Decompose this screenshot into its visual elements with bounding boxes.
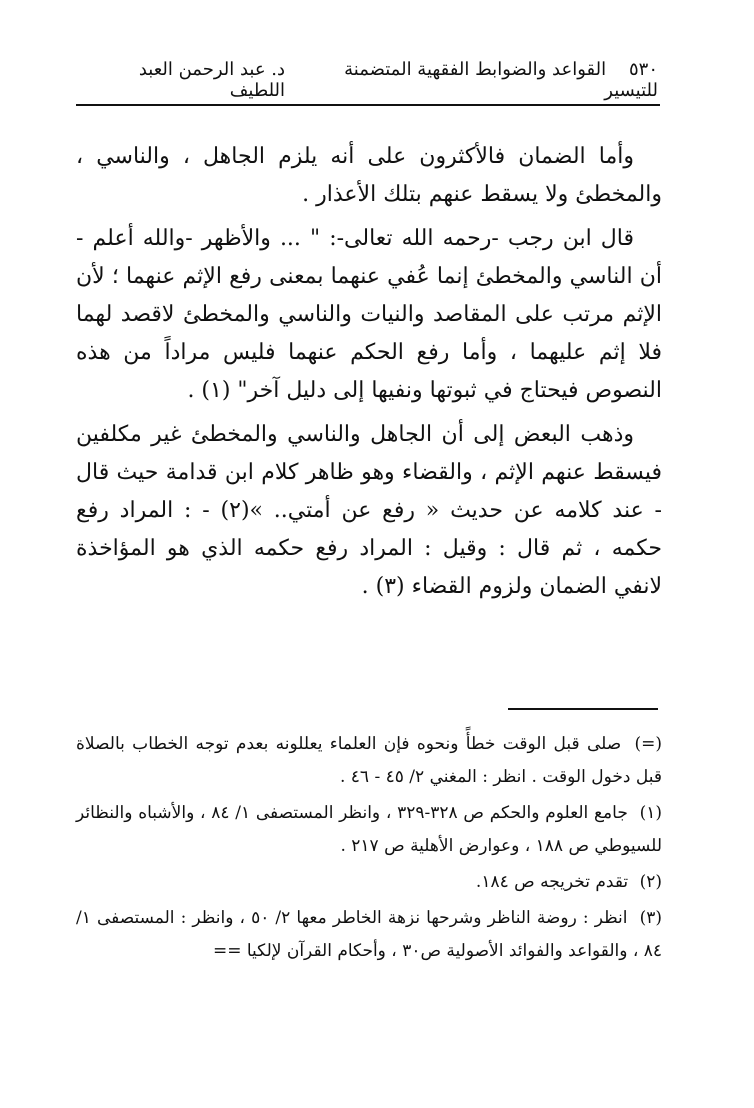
header-left	[78, 59, 285, 101]
author-name: د. عبد الرحمن العبد اللطيف	[138, 59, 286, 101]
footnote-text: تقدم تخريجه ص ١٨٤.	[475, 872, 629, 892]
footnote-text: انظر : روضة الناظر وشرحها نزهة الخاطر معها ٢/ ٥٠ ، وانظر : المستصفى ١/ ٨٤ ، والقواعد والفوائد الأصولية ص٣٠ ، وأحكام القرآن لإلكيا ==	[76, 908, 662, 961]
footnote	[76, 797, 662, 863]
footnote-number: (٣)	[639, 908, 662, 928]
paragraph: وذهب البعض إلى أن الجاهل والناسي والمخطئ غير مكلفين فيسقط عنهم الإثم ، والقضاء وهو ظاهر كلام ابن قدامة حيث قال - عند كلامه عن حديث « رفع عن أمتي.. »(٢) - : المراد رفع حكمه ، ثم قال : وقيل : المراد رفع حكمه الذي هو المؤاخذة لانفي الضمان ولزوم القضاء (٣) .	[76, 422, 662, 599]
footnote-number: (١)	[639, 803, 663, 823]
footnote-text: صلى قبل الوقت خطأً ونحوه فإن العلماء يعللونه بعدم توجه الخطاب بالصلاة قبل دخول الوقت . انظر : المغني ٢/ ٤٥ - ٤٦ .	[76, 734, 662, 787]
running-header	[78, 59, 658, 101]
paragraph: قال ابن رجب -رحمه الله تعالى-: " ... والأظهر -والله أعلم - أن الناسي والمخطئ إنما عُفي عنهما بمعنى رفع الإثم عنهما ؛ لأن الإثم مرتب على المقاصد والنيات والناسي والمخطئ لاقصد لهما فلا إثم عليهما ، وأما رفع الحكم عنهما فليس مراداً من هذه النصوص فيحتاج في ثبوتها ونفيها إلى دليل آخر" (١) .	[76, 226, 662, 403]
footnote-rule	[508, 708, 658, 710]
footnote-number: (=)	[634, 734, 663, 754]
footnote-number: (٢)	[639, 872, 662, 892]
footnotes	[76, 728, 662, 971]
header-right	[285, 59, 658, 101]
footnote	[76, 866, 662, 899]
page-number: ٥٣٠	[628, 59, 658, 80]
footnote	[76, 902, 662, 968]
main-text	[76, 138, 662, 612]
footnote	[76, 728, 662, 794]
footnote-text: جامع العلوم والحكم ص ٣٢٨-٣٢٩ ، وانظر المستصفى ١/ ٨٤ ، والأشباه والنظائر للسيوطي ص ١٨٨ ، وعوارض الأهلية ص ٢١٧ .	[76, 803, 662, 856]
book-title: القواعد والضوابط الفقهية المتضمنة للتيسير	[344, 59, 658, 101]
paragraph: وأما الضمان فالأكثرون على أنه يلزم الجاهل ، والناسي ، والمخطئ ولا يسقط عنهم بتلك الأعذار .	[76, 144, 662, 207]
header-rule	[76, 104, 660, 106]
